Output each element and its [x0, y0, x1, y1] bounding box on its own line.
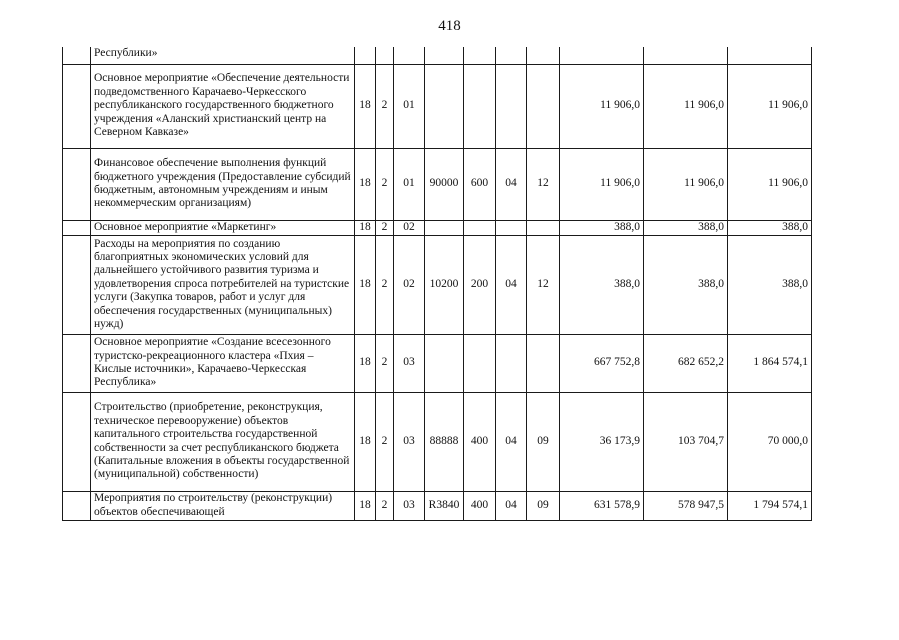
code-cell: 12 — [527, 235, 560, 334]
code-cell — [425, 334, 464, 392]
sum-cell — [644, 47, 728, 64]
sum-cell: 11 906,0 — [560, 148, 644, 220]
blank-cell — [63, 334, 91, 392]
code-cell: 03 — [394, 392, 425, 491]
code-cell: 18 — [355, 235, 376, 334]
table-row — [63, 220, 812, 235]
sum-cell — [560, 47, 644, 64]
blank-cell — [63, 47, 91, 64]
row-name: Основное мероприятие «Создание всесезонного туристско-рекреационного кластера «Пхия – Кислые источники», Карачаево-Черкесская Республика» — [91, 334, 355, 392]
table-row — [63, 47, 812, 64]
code-cell: 01 — [394, 148, 425, 220]
code-cell: 18 — [355, 220, 376, 235]
code-cell: 03 — [394, 334, 425, 392]
sum-cell: 1 864 574,1 — [728, 334, 812, 392]
code-cell — [496, 64, 527, 148]
blank-cell — [63, 64, 91, 148]
sum-cell: 578 947,5 — [644, 491, 728, 520]
row-name: Финансовое обеспечение выполнения функций бюджетного учреждения (Предоставление субсидий бюджетным, автономным учреждениям и иным некоммерческим организациям) — [91, 148, 355, 220]
sum-cell: 388,0 — [560, 220, 644, 235]
sum-cell: 388,0 — [728, 220, 812, 235]
blank-cell — [63, 220, 91, 235]
code-cell: 01 — [394, 64, 425, 148]
table-row — [63, 392, 812, 491]
table-row — [63, 235, 812, 334]
code-cell: 400 — [464, 392, 496, 491]
code-cell: 2 — [376, 392, 394, 491]
code-cell: 2 — [376, 148, 394, 220]
table-row — [63, 491, 812, 520]
code-cell — [425, 220, 464, 235]
code-cell: 09 — [527, 392, 560, 491]
code-cell — [496, 220, 527, 235]
code-cell — [527, 334, 560, 392]
code-cell — [464, 334, 496, 392]
code-cell — [394, 47, 425, 64]
code-cell: 10200 — [425, 235, 464, 334]
code-cell — [527, 220, 560, 235]
sum-cell: 682 652,2 — [644, 334, 728, 392]
sum-cell: 631 578,9 — [560, 491, 644, 520]
row-name: Строительство (приобретение, реконструкция, техническое перевооружение) объектов капитального строительства государственной собственности за счет республиканского бюджета (Капитальные вложения в объекты государственной (муниципальной) собственности) — [91, 392, 355, 491]
sum-cell: 70 000,0 — [728, 392, 812, 491]
sum-cell: 11 906,0 — [644, 148, 728, 220]
sum-cell: 388,0 — [728, 235, 812, 334]
code-cell: 2 — [376, 491, 394, 520]
sum-cell: 388,0 — [644, 235, 728, 334]
code-cell: 2 — [376, 235, 394, 334]
code-cell: 04 — [496, 235, 527, 334]
row-name: Расходы на мероприятия по созданию благоприятных экономических условий для дальнейшего устойчивого развития туризма и удовлетворения спроса потребителей на туристские услуги (Закупка товаров, работ и услуг для обеспечения государственных (муниципальных) нужд) — [91, 235, 355, 334]
sum-cell: 36 173,9 — [560, 392, 644, 491]
code-cell — [425, 47, 464, 64]
sum-cell: 388,0 — [560, 235, 644, 334]
row-name: Основное мероприятие «Обеспечение деятельности подведомственного Карачаево-Черкесского республиканского государственного бюджетного учреждения «Аланский христианский центр на Северном Кавказе» — [91, 64, 355, 148]
code-cell: 200 — [464, 235, 496, 334]
sum-cell: 11 906,0 — [728, 64, 812, 148]
sum-cell: 1 794 574,1 — [728, 491, 812, 520]
sum-cell: 11 906,0 — [728, 148, 812, 220]
code-cell — [527, 64, 560, 148]
blank-cell — [63, 491, 91, 520]
code-cell: 88888 — [425, 392, 464, 491]
budget-table — [62, 47, 812, 521]
code-cell — [464, 64, 496, 148]
code-cell: 18 — [355, 334, 376, 392]
code-cell — [464, 220, 496, 235]
code-cell: 02 — [394, 220, 425, 235]
sum-cell: 388,0 — [644, 220, 728, 235]
code-cell: 2 — [376, 220, 394, 235]
code-cell: 03 — [394, 491, 425, 520]
code-cell: 09 — [527, 491, 560, 520]
code-cell: 90000 — [425, 148, 464, 220]
code-cell — [425, 64, 464, 148]
code-cell — [464, 47, 496, 64]
row-name: Мероприятия по строительству (реконструкции) объектов обеспечивающей — [91, 491, 355, 520]
code-cell: 12 — [527, 148, 560, 220]
code-cell: 18 — [355, 148, 376, 220]
code-cell: 400 — [464, 491, 496, 520]
code-cell: 04 — [496, 148, 527, 220]
sum-cell: 11 906,0 — [644, 64, 728, 148]
code-cell: R3840 — [425, 491, 464, 520]
code-cell — [496, 334, 527, 392]
code-cell — [496, 47, 527, 64]
row-name: Основное мероприятие «Маркетинг» — [91, 220, 355, 235]
code-cell — [376, 47, 394, 64]
code-cell: 18 — [355, 491, 376, 520]
code-cell: 04 — [496, 491, 527, 520]
table-row — [63, 334, 812, 392]
sum-cell — [728, 47, 812, 64]
code-cell — [527, 47, 560, 64]
blank-cell — [63, 392, 91, 491]
row-name: Республики» — [91, 47, 355, 64]
blank-cell — [63, 148, 91, 220]
sum-cell: 103 704,7 — [644, 392, 728, 491]
code-cell: 2 — [376, 334, 394, 392]
code-cell: 600 — [464, 148, 496, 220]
table-row — [63, 64, 812, 148]
table-row — [63, 148, 812, 220]
page-number: 418 — [438, 18, 461, 34]
code-cell: 2 — [376, 64, 394, 148]
sum-cell: 11 906,0 — [560, 64, 644, 148]
code-cell — [355, 47, 376, 64]
code-cell: 02 — [394, 235, 425, 334]
sum-cell: 667 752,8 — [560, 334, 644, 392]
code-cell: 04 — [496, 392, 527, 491]
blank-cell — [63, 235, 91, 334]
code-cell: 18 — [355, 392, 376, 491]
code-cell: 18 — [355, 64, 376, 148]
